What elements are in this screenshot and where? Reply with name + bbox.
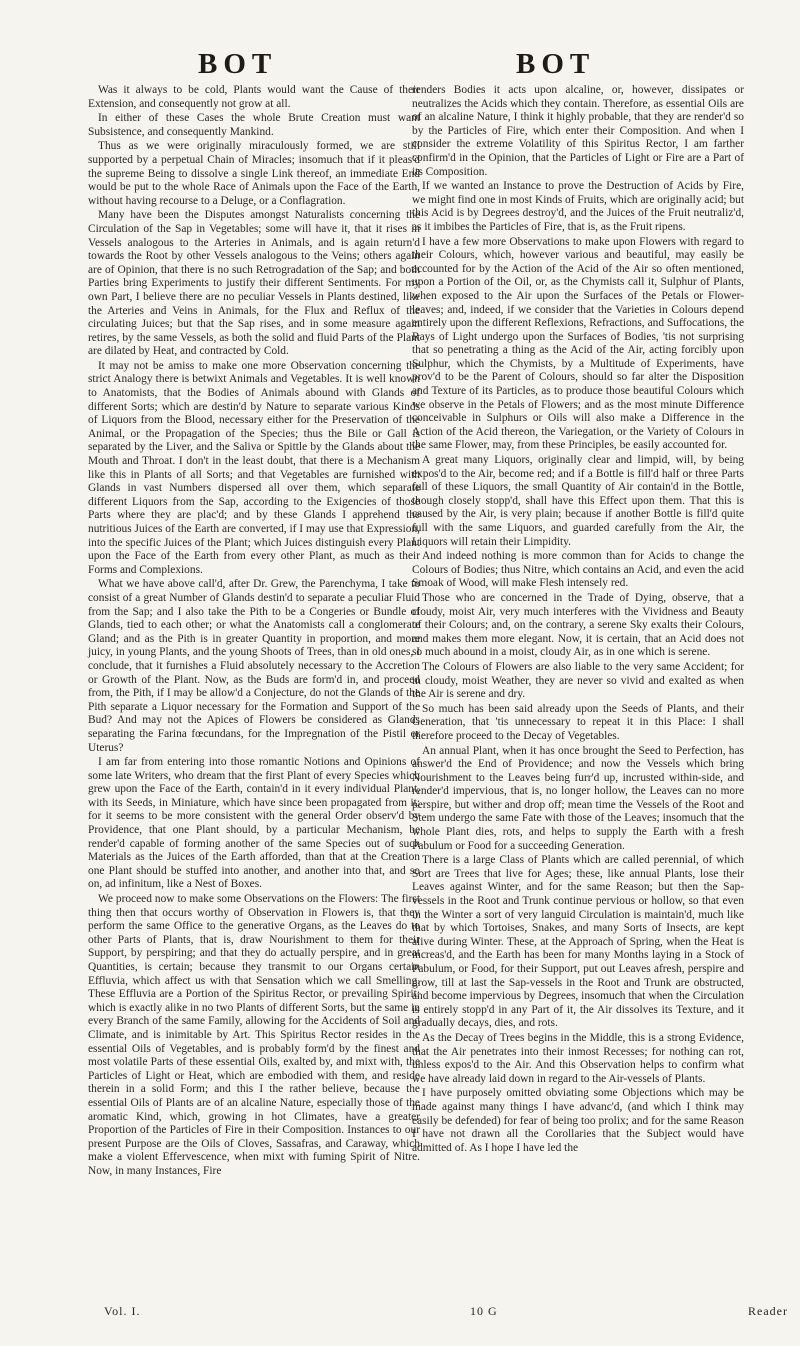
paragraph: I have a few more Observations to make upon Flowers with regard to their Colours, which, however various and beautiful, may easily be accounted for by the Action of the Acid of the Air so often mentioned, upon a Portion of the Oil, or, as the Chymists call it, Sulphur of Plants, when exposed to the Air upon the Surfaces of the Petals or Flower-leaves; and, indeed, if we consider that the Varieties in Colours depend entirely upon the different Reflexions, Refractions, and Suffocations, the Rays of Light undergo upon the Surfaces of Bodies, 'tis not surprising that so penetrating a thing as the Acid of the Air, acting forcibly upon Sulphur, which the Chymists, by a Multitude of Experiments, have prov'd to be the Parent of Colours, should so far alter the Disposition and Texture of its Particles, as to produce those beautiful Colours which we observe in the Petals of Flowers; and as the most minute Difference conceivable in Sulphurs or Oils will also make a Difference in the Action of the Acid thereon, the Variegation, or the Variety of Colours in the same Flower, may, from these Principles, be easily accounted for. <box>412 235 744 452</box>
paragraph: Thus as we were originally miraculously formed, we are still supported by a perpetual Chain of Miracles; insomuch that if it pleas'd the supreme Being to dissolve a single Link thereof, an immediate End would be put to the whole Race of Animals upon the Face of the Earth, without having recourse to a Deluge, or a Conflagration. <box>88 140 420 207</box>
running-head-right: BOT <box>516 48 596 80</box>
right-column <box>412 84 744 1156</box>
signature-mark: 10 G <box>470 1304 498 1318</box>
paragraph: I have purposely omitted obviating some Objections which may be made against many things I have advanc'd, (and which I think may easily be defended) for fear of being too prolix; and for the same Reason I have not drawn all the Corollaries that the Subject would have admitted of. As I hope I have led the <box>412 1087 744 1154</box>
catchword: Reader <box>748 1304 788 1318</box>
paragraph: We proceed now to make some Observations on the Flowers: The first thing then that occurs worthy of Observation in Flowers is, that they perform the same Office to the generative Organs, as the Leaves do to other Parts of Plants, that is, draw Nourishment to them for their Support, by perspiring; and that they do actually perspire, and in great Quantities, is certain; because they transmit to our Organs certain Effluvia, which affect us with that Sensation which we call Smelling. These Effluvia are a Portion of the Spiritus Rector, or prevailing Spirit; which is exactly alike in no two Plants of different Sorts, but the same in every Branch of the same Family, allowing for the Accidents of Soil and Climate, and is inimitable by Art. This Spiritus Rector resides in the essential Oils of Vegetables, and is probably form'd by the finest and most volatile Parts of these essential Oils, exalted by, and mixt with, the Particles of Light or Heat, which are embodied with them, and reside therein in a solid Form; and this I the rather believe, because the essential Oils of Plants are of an alcaline Nature, especially those of the aromatic Kind, which, growing in hot Climates, have a greater Proportion of the Particles of Fire in their Composition. Instances to our present Purpose are the Oils of Cloves, Sassafras, and Caraway, which make a violent Effervescence, when mixt with fuming Spirit of Nitre. Now, in many Instances, Fire <box>88 893 420 1177</box>
paragraph: Many have been the Disputes amongst Naturalists concerning the Circulation of the Sap in Vegetables; some will have it, that it rises in Vessels analogous to the Arteries in Animals, and is again return'd towards the Root by other Vessels analogous to the Veins; others again are of Opinion, that there is no such Retrogradation of the Sap; and both Parties bring Experiments to justify their different Sentiments. For my own Part, I believe there are no peculiar Vessels in Plants destined, like the Arteries and Veins in Animals, for the Flux and Reflux of the circulating Juices; but that the Sap rises, and in some measure again retires, by the same Vessels, as both the solid and fluid Parts of the Plant are dilated by Heat, and contracted by Cold. <box>88 209 420 358</box>
paragraph: The Colours of Flowers are also liable to the very same Accident; for in cloudy, moist Weather, they are never so vivid and exalted as when the Air is serene and dry. <box>412 660 744 701</box>
paragraph: As the Decay of Trees begins in the Middle, this is a strong Evidence, that the Air penetrates into their inmost Recesses; for nothing can rot, unless expos'd to the Air. And this Observation helps to confirm what we have already laid down in regard to the Air-vessels of Plants. <box>412 1031 744 1085</box>
paragraph: So much has been said already upon the Seeds of Plants, and their Generation, that 'tis unnecessary to repeat it in this Place: I shall therefore proceed to the Decay of Vegetables. <box>412 702 744 742</box>
paragraph: I am far from entering into those romantic Notions and Opinions of some late Writers, who dream that the first Plant of every Species which grew upon the Face of the Earth, contain'd in it every individual Plant, with its Seeds, in Miniature, which have since been propagated from it; for it seems to be more consistent with the general Order observ'd by Providence, that one Plant should, by a particular Mechanism, be render'd capable of forming another of the same Species out of such Materials as the Juices of the Earth afforded, than that at the Creation one Plant should be stuffed into another, and another into that, and so on, ad infinitum, like a Nest of Boxes. <box>88 756 420 891</box>
paragraph: And indeed nothing is more common than for Acids to change the Colours of Bodies; thus Nitre, which contains an Acid, and even the acid Smoak of Wood, will make Flesh intensely red. <box>412 550 744 590</box>
left-column <box>88 84 420 1180</box>
paragraph: renders Bodies it acts upon alcaline, or, however, dissipates or neutralizes the Acids which they contain. Therefore, as essential Oils are of an alcaline Nature, I think it highly probable, that they are render'd so by the Particles of Fire, which enter their Composition. And when I consider the extreme Volatility of this Spiritus Rector, I am farther confirm'd in the Opinion, that the Particles of Light or Fire are a Part of its Composition. <box>412 84 744 178</box>
paragraph: It may not be amiss to make one more Observation concerning the strict Analogy there is betwixt Animals and Vegetables. It is well known to Anatomists, that the Bodies of Animals abound with Glands of different Sorts; which are destin'd by Nature to separate various Kinds of Liquors from the Blood, necessary either for the Preservation of the Animal, or the Propagation of the Species; thus the Bile or Gall is separated by the Liver, and the Saliva or Spittle by the Glands about the Mouth and Throat. I don't in the least doubt, that there is a Mechanism like this in Plants of all Sorts; and that Vegetables are furnished with Glands in vast Numbers dispersed all over them, which separate different Liquors from the Sap, according to the Exigencies of those Parts where they are plac'd; and by these Glands I apprehend the nutritious Juices of the Earth are converted, if I may use that Expression, into the specific Juices of the Plant; which Juices distinguish every Plant upon the Face of the Earth from every other Plant, as much as their Forms and Complexions. <box>88 359 420 576</box>
paragraph: What we have above call'd, after Dr. Grew, the Parenchyma, I take to consist of a great Number of Glands destin'd to separate a peculiar Fluid from the Sap; and I also take the Pith to be a Congeries or Bundle of Glands, tied to each other; or what the Anatomists call a conglomerate Gland; and as the Pith is in greater Quantity in proportion, and more juicy, in young Plants, and the young Shoots of Trees, than in old ones, I conclude, that it furnishes a Fluid absolutely necessary to the Accretion or Growth of the Plant. Now, as the Buds are form'd in, and proceed from, the Pith, if I may be allow'd a Conjecture, do not the Glands of the Pith separate a Liquor necessary for the Formation and Support of the Bud? And may not the Apices of Flowers be considered as Glands separating the Farina fœcundans, for the Impregnation of the Pistil or Uterus? <box>88 578 420 754</box>
paragraph: If we wanted an Instance to prove the Destruction of Acids by Fire, we might find one in most Kinds of Fruits, which are originally acid; but this Acid is by Degrees destroy'd, and the Juices of the Fruit neutraliz'd, as it imbibes the Particles of Fire, that is, as the Fruit ripens. <box>412 180 744 233</box>
paragraph: There is a large Class of Plants which are called perennial, of which Sort are Trees that live for Ages; these, like annual Plants, lose their Leaves against Winter, and for the same Reason; but then the Sap-vessels in the Root and Trunk continue pervious or hollow, so that even in the Winter a sort of very languid Circulation is maintain'd, much like that by which Tortoises, Snakes, and many Sorts of Insects, are kept alive during Winter. These, at the Approach of Spring, when the Heat is increas'd, and the Earth has been for many Months laying in a Stock of Pabulum, or Food, for their Support, put out Leaves afresh, perspire and grow, till at last the Sap-vessels in the Root and Trunk are obstructed, and become impervious by Degrees, insomuch that when the Circulation is entirely stopp'd in any Part of it, the Air dissolves its Texture, and it gradually decays, dies, and rots. <box>412 854 744 1030</box>
paragraph: Was it always to be cold, Plants would want the Cause of their Extension, and consequently not grow at all. <box>88 84 420 110</box>
running-head-left: BOT <box>198 48 278 80</box>
paragraph: A great many Liquors, originally clear and limpid, will, by being expos'd to the Air, become red; and if a Bottle is fill'd half or three Parts full of these Liquors, the small Quantity of Air contain'd in the Bottle, though closely stopp'd, shall have this Effect upon them. That this is caused by the Air, is very plain; because if another Bottle is fill'd quite full with the same Liquors, and guarded carefully from the Air, the Liquors will retain their Limpidity. <box>412 454 744 548</box>
volume-label: Vol. I. <box>104 1304 141 1318</box>
paragraph: In either of these Cases the whole Brute Creation must want Subsistence, and consequently Mankind. <box>88 112 420 138</box>
paragraph: An annual Plant, when it has once brought the Seed to Perfection, has answer'd the End of Providence; and now the Vessels which bring Nourishment to the Leaves being furr'd up, incrusted within-side, and render'd impervious, that is, no longer hollow, the Leaves can no more perspire, but wither and drop off; mean time the Vessels of the Root and Stem undergo the same Fate with those of the Leaves; insomuch that the whole Plant dies, rots, and helps to supply the Earth with a fresh Pabulum or Food for a succeeding Generation. <box>412 744 744 852</box>
paragraph: Those who are concerned in the Trade of Dying, observe, that a cloudy, moist Air, very much interferes with the Vividness and Beauty of their Colours; and, on the contrary, a serene Sky exalts their Colours, and makes them more elegant. Now, it is certain, that an Acid does not so much abound in a moist, cloudy Air, as in one which is serene. <box>412 591 744 659</box>
